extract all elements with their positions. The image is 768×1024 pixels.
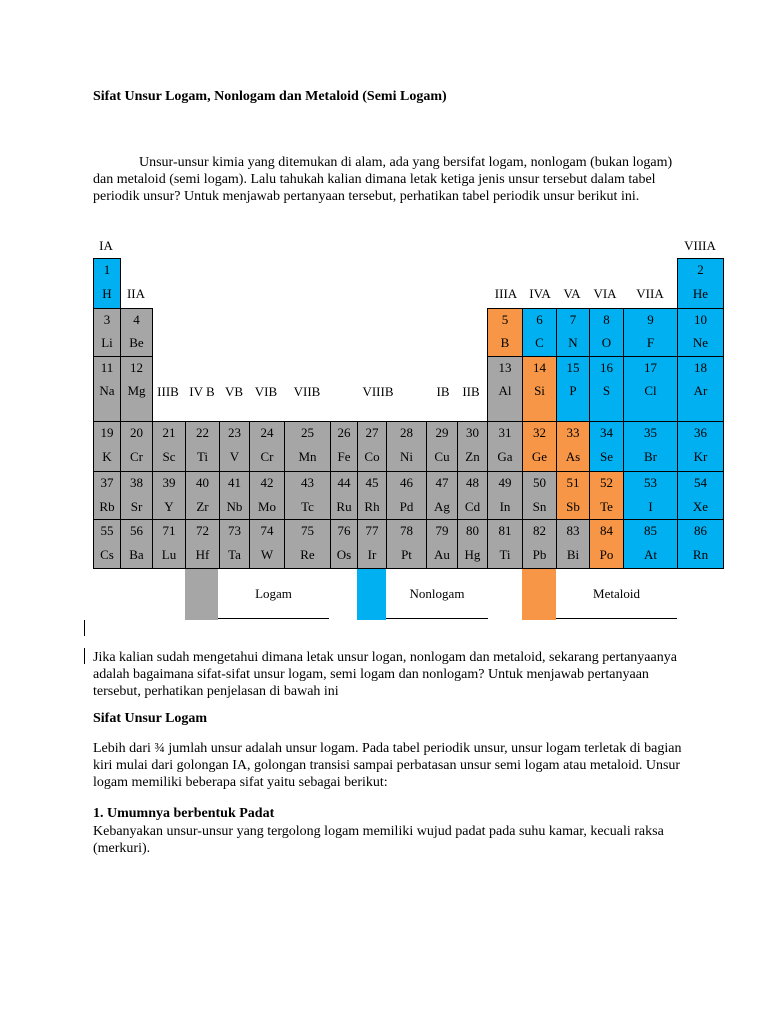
atomic-number: 46 <box>400 475 413 490</box>
atomic-number: 56 <box>130 523 143 538</box>
element-symbol: Lu <box>161 547 177 562</box>
legend-label-metaloid: Metaloid <box>593 586 640 601</box>
element-symbol: Hg <box>464 547 481 562</box>
atomic-number: 76 <box>337 523 351 538</box>
element-symbol: Rb <box>99 499 115 514</box>
element-li-3 <box>93 308 121 357</box>
atomic-number: 28 <box>400 425 413 440</box>
element-symbol: In <box>499 499 511 514</box>
element-ni-28 <box>386 421 427 472</box>
element-v-23 <box>219 421 250 472</box>
legend-swatch-metaloid <box>522 569 556 620</box>
atomic-number: 52 <box>600 475 613 490</box>
element-symbol: Co <box>364 449 380 464</box>
element-symbol: Sc <box>162 449 176 464</box>
element-be-4 <box>120 308 153 357</box>
legend-swatch-nonlogam <box>357 569 386 620</box>
element-symbol: Kr <box>693 449 708 464</box>
element-cr-20 <box>120 421 153 472</box>
atomic-number: 3 <box>103 312 111 327</box>
atomic-number: 43 <box>301 475 314 490</box>
atomic-number: 54 <box>694 475 707 490</box>
element-symbol: K <box>102 449 112 464</box>
atomic-number: 85 <box>644 523 657 538</box>
element-symbol: Pt <box>401 547 412 562</box>
element-as-33 <box>556 421 590 472</box>
element-tc-43 <box>284 471 331 520</box>
atomic-number: 55 <box>100 523 114 538</box>
atomic-number: 73 <box>228 523 241 538</box>
element-symbol: F <box>646 335 655 350</box>
element-n-7 <box>556 308 590 357</box>
element-ag-47 <box>426 471 458 520</box>
element-rb-37 <box>93 471 121 520</box>
atomic-number: 71 <box>162 523 176 538</box>
atomic-number: 17 <box>644 360 657 375</box>
element-hg-80 <box>457 519 488 569</box>
page-title: Sifat Unsur Logam, Nonlogam dan Metaloid (Semi Logam) <box>93 89 447 104</box>
element-symbol: Xe <box>692 499 709 514</box>
element-c-6 <box>522 308 557 357</box>
atomic-number: 26 <box>337 425 351 440</box>
atomic-number: 33 <box>566 425 580 440</box>
element-sr-38 <box>120 471 153 520</box>
element-re-75 <box>284 519 331 569</box>
element-b-5 <box>487 308 523 357</box>
atomic-number: 38 <box>130 475 143 490</box>
text-cursor <box>84 620 85 636</box>
element-ba-56 <box>120 519 153 569</box>
element-si-14 <box>522 356 557 422</box>
element-y-39 <box>152 471 186 520</box>
element-symbol: Hf <box>195 547 210 562</box>
atomic-number: 49 <box>498 475 512 490</box>
atomic-number: 22 <box>196 425 209 440</box>
element-se-34 <box>589 421 624 472</box>
element-symbol: Be <box>129 335 144 350</box>
element-symbol: Te <box>600 499 613 514</box>
atomic-number: 15 <box>566 360 580 375</box>
element-zr-40 <box>185 471 220 520</box>
atomic-number: 9 <box>647 312 654 327</box>
atomic-number: 86 <box>694 523 707 538</box>
element-h-1 <box>93 258 121 309</box>
element-symbol: Re <box>300 547 315 562</box>
group-label-iiib: IIIB <box>157 384 179 399</box>
element-nb-41 <box>219 471 250 520</box>
paragraph-padat: Kebanyakan unsur-unsur yang tergolong logam memiliki wujud padat pada suhu kamar, kecuali raksa (merkuri). <box>93 824 664 856</box>
element-al-13 <box>487 356 523 422</box>
group-label-ib: IB <box>436 384 450 399</box>
atomic-number: 74 <box>260 523 274 538</box>
element-symbol: Sb <box>566 499 580 514</box>
element-symbol: Cr <box>260 449 274 464</box>
element-symbol: Na <box>99 383 115 398</box>
group-label-vb: VB <box>224 384 244 399</box>
legend-underline <box>218 618 329 619</box>
atomic-number: 72 <box>196 523 209 538</box>
atomic-number: 18 <box>694 360 707 375</box>
element-symbol: Se <box>600 449 613 464</box>
atomic-number: 82 <box>533 523 546 538</box>
atomic-number: 77 <box>365 523 379 538</box>
atomic-number: 80 <box>466 523 479 538</box>
atomic-number: 44 <box>337 475 351 490</box>
element-sc-21 <box>152 421 186 472</box>
element-symbol: Mg <box>127 383 146 398</box>
atomic-number: 34 <box>600 425 613 440</box>
element-symbol: Ti <box>196 449 209 464</box>
element-symbol: B <box>500 335 510 350</box>
element-pt-78 <box>386 519 427 569</box>
atomic-number: 30 <box>466 425 479 440</box>
group-label-ivb: IV B <box>189 384 215 399</box>
element-br-35 <box>623 421 678 472</box>
atomic-number: 12 <box>130 360 143 375</box>
element-symbol: Cd <box>464 499 481 514</box>
element-symbol: Sn <box>532 499 547 514</box>
legend-underline <box>386 618 488 619</box>
element-symbol: As <box>565 449 581 464</box>
group-label-viia: VIIA <box>636 286 664 301</box>
element-symbol: Li <box>101 335 113 350</box>
atomic-number: 81 <box>498 523 512 538</box>
group-label-iib: IIB <box>462 384 480 399</box>
element-symbol: P <box>569 383 577 398</box>
atomic-number: 7 <box>569 312 577 327</box>
element-zn-30 <box>457 421 488 472</box>
element-symbol: H <box>102 286 112 301</box>
element-symbol: Mn <box>298 449 317 464</box>
element-lu-71 <box>152 519 186 569</box>
element-symbol: Nb <box>226 499 243 514</box>
atomic-number: 21 <box>162 425 176 440</box>
element-os-76 <box>330 519 358 569</box>
heading-sifat-logam: Sifat Unsur Logam <box>93 711 208 726</box>
element-symbol: Ga <box>497 449 513 464</box>
element-symbol: Ba <box>129 547 144 562</box>
group-label-iia: IIA <box>126 286 146 301</box>
element-symbol: Au <box>434 547 450 562</box>
element-symbol: Y <box>164 499 174 514</box>
element-ga-31 <box>487 421 523 472</box>
element-symbol: He <box>692 286 709 301</box>
atomic-number: 31 <box>498 425 512 440</box>
element-symbol: Ta <box>228 547 241 562</box>
element-at-85 <box>623 519 678 569</box>
element-symbol: Po <box>599 547 614 562</box>
atomic-number: 83 <box>566 523 580 538</box>
group-label-iiia: IIIA <box>494 286 518 301</box>
text-cursor <box>84 648 85 664</box>
element-cr-24 <box>249 421 285 472</box>
element-symbol: Zn <box>465 449 480 464</box>
element-symbol: Os <box>336 547 352 562</box>
element-symbol: Bi <box>566 547 580 562</box>
atomic-number: 20 <box>130 425 143 440</box>
atomic-number: 13 <box>498 360 512 375</box>
group-label-viiia: VIIIA <box>684 238 716 253</box>
atomic-number: 36 <box>694 425 707 440</box>
element-symbol: Fe <box>337 449 351 464</box>
atomic-number: 29 <box>435 425 449 440</box>
element-cs-55 <box>93 519 121 569</box>
atomic-number: 84 <box>600 523 613 538</box>
element-symbol: Pd <box>399 499 414 514</box>
element-ne-10 <box>677 308 724 357</box>
element-he-2 <box>677 258 724 309</box>
element-pb-82 <box>522 519 557 569</box>
element-symbol: Ru <box>336 499 352 514</box>
element-hf-72 <box>185 519 220 569</box>
element-symbol: Ar <box>693 383 708 398</box>
group-label-viiib: VIIIB <box>362 384 394 399</box>
element-symbol: Ge <box>531 449 548 464</box>
element-rn-86 <box>677 519 724 569</box>
element-symbol: W <box>260 547 274 562</box>
atomic-number: 14 <box>533 360 546 375</box>
element-mn-25 <box>284 421 331 472</box>
element-s-16 <box>589 356 624 422</box>
element-co-27 <box>357 421 387 472</box>
atomic-number: 39 <box>162 475 176 490</box>
element-symbol: Br <box>644 449 657 464</box>
element-symbol: Rn <box>692 547 709 562</box>
element-sn-50 <box>522 471 557 520</box>
atomic-number: 5 <box>501 312 509 327</box>
element-ru-44 <box>330 471 358 520</box>
element-symbol: I <box>648 499 653 514</box>
atomic-number: 4 <box>133 312 140 327</box>
element-symbol: Ag <box>434 499 450 514</box>
element-w-74 <box>249 519 285 569</box>
element-cu-29 <box>426 421 458 472</box>
atomic-number: 27 <box>365 425 379 440</box>
atomic-number: 48 <box>466 475 479 490</box>
element-i-53 <box>623 471 678 520</box>
atomic-number: 24 <box>260 425 274 440</box>
atomic-number: 1 <box>103 262 111 277</box>
heading-padat: 1. Umumnya berbentuk Padat <box>93 806 275 821</box>
element-sb-51 <box>556 471 590 520</box>
atomic-number: 51 <box>566 475 580 490</box>
element-ge-32 <box>522 421 557 472</box>
element-cd-48 <box>457 471 488 520</box>
atomic-number: 25 <box>301 425 314 440</box>
group-label-iva: IVA <box>529 286 551 301</box>
element-symbol: Cu <box>434 449 450 464</box>
element-ti-81 <box>487 519 523 569</box>
legend-label-logam: Logam <box>255 586 292 601</box>
atomic-number: 50 <box>533 475 546 490</box>
atomic-number: 41 <box>228 475 241 490</box>
element-te-52 <box>589 471 624 520</box>
element-symbol: Ir <box>367 547 377 562</box>
element-au-79 <box>426 519 458 569</box>
element-symbol: S <box>602 383 611 398</box>
element-ti-22 <box>185 421 220 472</box>
legend-label-nonlogam: Nonlogam <box>409 586 465 601</box>
atomic-number: 11 <box>100 360 114 375</box>
atomic-number: 40 <box>196 475 209 490</box>
group-label-via: VIA <box>593 286 617 301</box>
element-symbol: Tc <box>301 499 314 514</box>
atomic-number: 8 <box>603 312 610 327</box>
element-o-8 <box>589 308 624 357</box>
group-label-va: VA <box>563 286 581 301</box>
element-p-15 <box>556 356 590 422</box>
atomic-number: 32 <box>533 425 546 440</box>
element-symbol: Si <box>534 383 545 398</box>
atomic-number: 35 <box>644 425 657 440</box>
element-symbol: Pb <box>532 547 547 562</box>
element-symbol: Zr <box>196 499 209 514</box>
element-symbol: C <box>535 335 544 350</box>
element-rh-45 <box>357 471 387 520</box>
element-po-84 <box>589 519 624 569</box>
element-symbol: Ne <box>692 335 709 350</box>
element-kr-36 <box>677 421 724 472</box>
legend-swatch-logam <box>185 569 218 620</box>
atomic-number: 19 <box>100 425 114 440</box>
element-symbol: Ni <box>400 449 413 464</box>
element-symbol: V <box>229 449 240 464</box>
element-bi-83 <box>556 519 590 569</box>
legend-underline <box>556 618 677 619</box>
atomic-number: 75 <box>301 523 314 538</box>
atomic-number: 79 <box>435 523 449 538</box>
element-symbol: N <box>568 335 578 350</box>
intro-paragraph: Unsur-unsur kimia yang ditemukan di alam, ada yang bersifat logam, nonlogam (bukan logam) dan metaloid (semi logam). Lalu tahukah kalian dimana letak ketiga jenis unsur tersebut dalam tabel periodik unsur? Untuk menjawab pertanyaan tersebut, perhatikan tabel periodik unsur berikut ini. <box>93 155 673 204</box>
element-ta-73 <box>219 519 250 569</box>
element-f-9 <box>623 308 678 357</box>
group-label-ia: IA <box>99 238 113 253</box>
atomic-number: 45 <box>365 475 379 490</box>
element-symbol: Mo <box>257 499 277 514</box>
element-symbol: Rh <box>364 499 380 514</box>
element-symbol: Sr <box>130 499 143 514</box>
group-label-viib: VIIB <box>293 384 321 399</box>
element-in-49 <box>487 471 523 520</box>
atomic-number: 53 <box>644 475 657 490</box>
atomic-number: 23 <box>228 425 241 440</box>
atomic-number: 78 <box>400 523 413 538</box>
element-symbol: O <box>601 335 612 350</box>
atomic-number: 37 <box>100 475 114 490</box>
element-symbol: At <box>644 547 657 562</box>
element-ir-77 <box>357 519 387 569</box>
element-fe-26 <box>330 421 358 472</box>
element-symbol: Cs <box>100 547 114 562</box>
atomic-number: 16 <box>600 360 613 375</box>
element-symbol: Cr <box>130 449 143 464</box>
atomic-number: 42 <box>260 475 274 490</box>
element-k-19 <box>93 421 121 472</box>
element-xe-54 <box>677 471 724 520</box>
element-symbol: Cl <box>644 383 657 398</box>
element-symbol: Ti <box>499 547 511 562</box>
group-label-vib: VIB <box>254 384 278 399</box>
element-ar-18 <box>677 356 724 422</box>
atomic-number: 2 <box>697 262 704 277</box>
paragraph-transition: Jika kalian sudah mengetahui dimana letak unsur logan, nonlogam dan metaloid, sekarang pertanyaanya adalah bagaimana sifat-sifat unsur logam, semi logam dan nonlogam? Untuk menjawab pertanyaan tersebut, perhatikan penjelasan di bawah ini <box>93 650 677 699</box>
atomic-number: 6 <box>536 312 543 327</box>
element-mg-12 <box>120 356 153 422</box>
element-na-11 <box>93 356 121 422</box>
atomic-number: 47 <box>435 475 449 490</box>
element-mo-42 <box>249 471 285 520</box>
element-pd-46 <box>386 471 427 520</box>
paragraph-logam: Lebih dari ¾ jumlah unsur adalah unsur logam. Pada tabel periodik unsur, unsur logam terletak di bagian kiri mulai dari golongan IA, golongan transisi sampai perbatasan unsur semi logam atau metaloid. Unsur logam memiliki beberapa sifat yaitu sebagai berikut: <box>93 741 682 790</box>
atomic-number: 10 <box>694 312 707 327</box>
element-symbol: Al <box>498 383 512 398</box>
element-cl-17 <box>623 356 678 422</box>
